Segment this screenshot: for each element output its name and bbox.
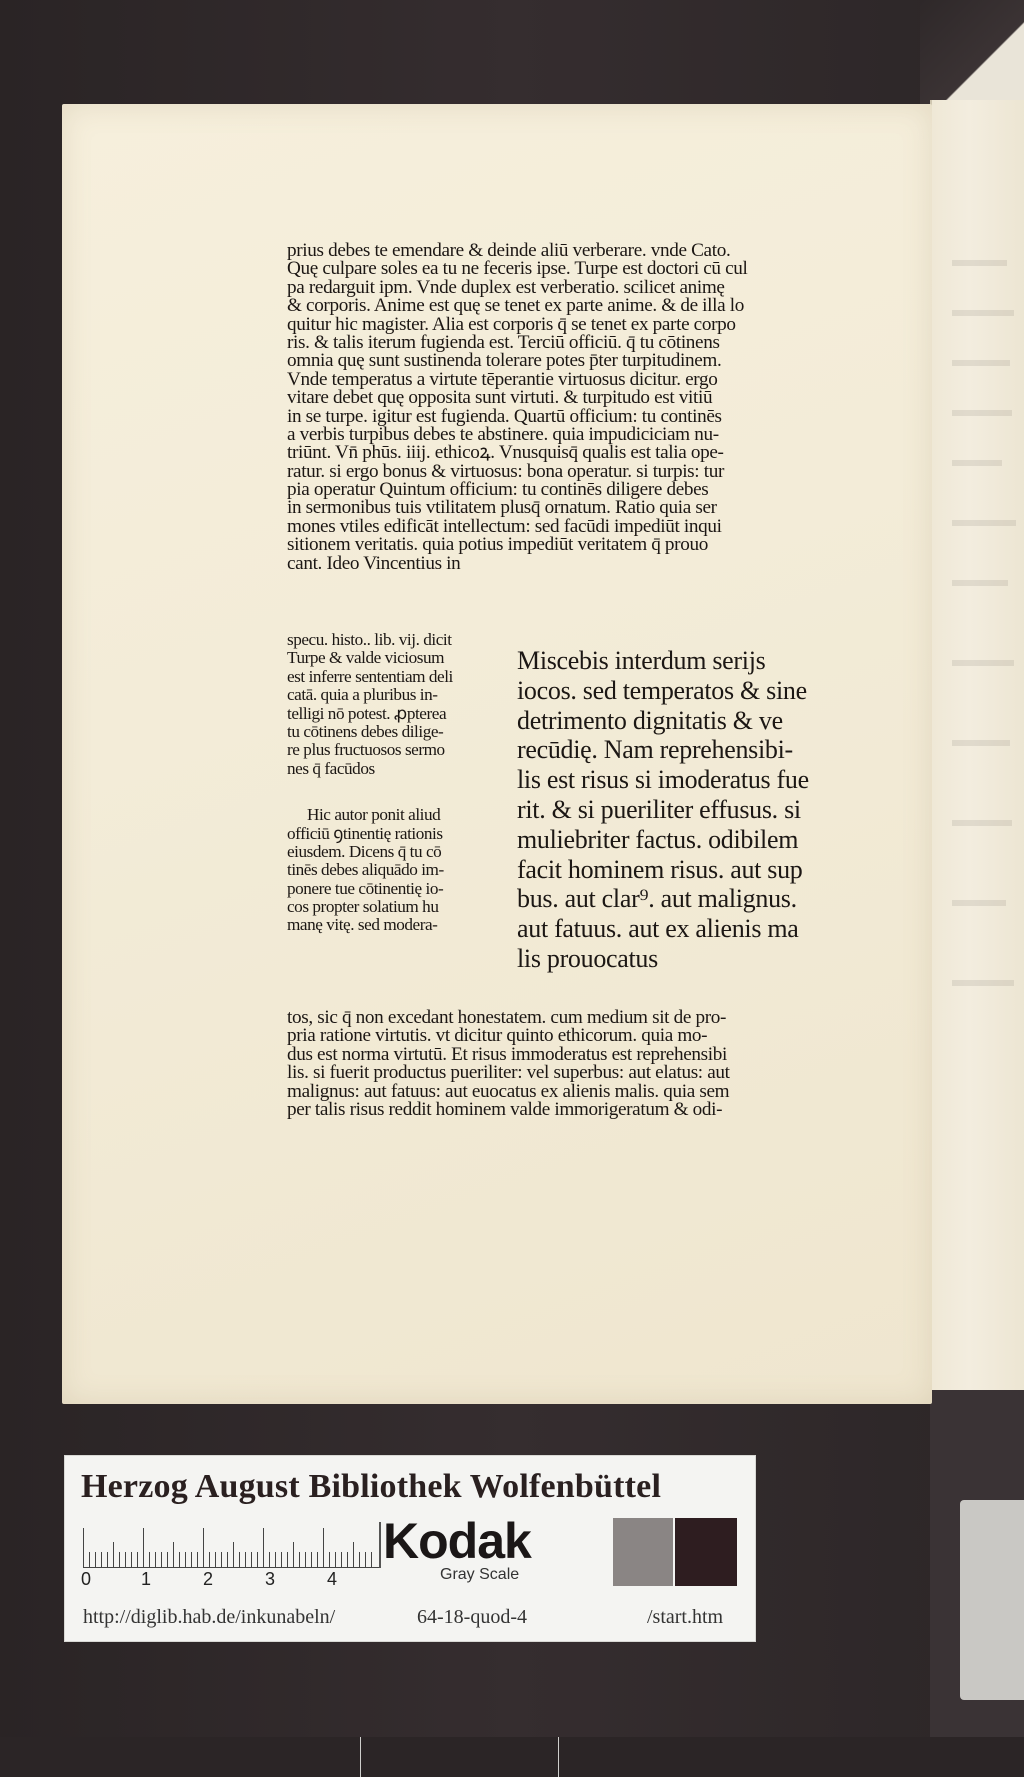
text-line: malignus: aut fatuus: aut euocatus ex alienis malis. quia sem (287, 1080, 730, 1102)
text-bottom (287, 1009, 842, 1119)
text-line: nes q̄ facūdos (287, 758, 375, 778)
text-line: per talis risus reddit hominem valde immorigeratum & odi- (287, 1098, 723, 1120)
ruler-tick (329, 1552, 330, 1568)
text-line: officiū ꝯtinentię rationis (287, 823, 443, 843)
text-line: bus. aut clar⁹. aut malignus. (517, 884, 797, 914)
ruler-tick (119, 1552, 120, 1568)
gray-swatch (613, 1518, 673, 1586)
url-row (65, 1594, 755, 1640)
ruler-tick (161, 1552, 162, 1568)
ruler-tick (257, 1552, 258, 1568)
ruler-tick (287, 1552, 288, 1568)
ruler-tick (209, 1552, 210, 1568)
ruler-tick (251, 1552, 252, 1568)
ruler-tick (299, 1552, 300, 1568)
text-line: sitionem veritatis. quia potius impediūt veritatem q̄ prouo (287, 534, 708, 556)
ruler-tick (263, 1528, 264, 1568)
text-line: Turpe & valde viciosum (287, 648, 445, 668)
text-line: lis est risus si imoderatus fue (517, 765, 809, 795)
ruler-tick (353, 1542, 354, 1568)
ruler-tick (125, 1552, 126, 1568)
ruler-tick (311, 1552, 312, 1568)
page-corner (920, 0, 1024, 105)
ruler-tick (365, 1552, 366, 1568)
ruler-tick (347, 1552, 348, 1568)
ruler (83, 1522, 381, 1568)
ruler-tick (227, 1552, 228, 1568)
adjacent-page (930, 100, 1024, 1390)
ruler-tick (149, 1552, 150, 1568)
text-line: in se turpe. igitur est fugienda. Quartū officium: tu continēs (287, 405, 722, 427)
text-line: omnia quę sunt sustinenda tolerare potes p̄ter turpitudinem. (287, 350, 722, 372)
text-line: tu cōtinens debes dilige- (287, 721, 444, 741)
text-line: ratur. si ergo bonus & virtuosus: bona operatur. si turpis: tur (287, 460, 724, 482)
two-column-section (287, 631, 847, 1001)
library-name: Herzog August Bibliothek Wolfenbüttel (81, 1468, 662, 1505)
adjacent-target-card (960, 1500, 1024, 1700)
text-line: re plus fructuosos sermo (287, 740, 445, 760)
text-line: tinēs debes aliquādo im- (287, 860, 444, 880)
text-line: Miscebis interdum serijs (517, 646, 766, 675)
color-target-card (64, 1455, 756, 1642)
gray-scale-label: Gray Scale (440, 1566, 520, 1583)
text-line: pa redarguit ipm. Vnde duplex est verberatio. scilicet animę (287, 276, 725, 298)
text-line: lis prouocatus (517, 943, 658, 973)
text-line: recūdię. Nam reprehensibi- (517, 735, 793, 765)
ruler-tick (197, 1552, 198, 1568)
ruler-tick (137, 1552, 138, 1568)
text-line: muliebriter factus. odibilem (517, 824, 799, 854)
text-line: eiusdem. Dicens q̄ tu cō (287, 841, 442, 861)
text-line: quitur hic magister. Alia est corporis q̄ se tenet ex parte corpo (287, 313, 736, 335)
ruler-tick (101, 1552, 102, 1568)
ruler-tick (173, 1542, 174, 1568)
text-line: ponere tue cōtinentię io- (287, 878, 444, 898)
text-line: a verbis turpibus debes te abstinere. quia impudiciciam nu- (287, 423, 719, 445)
text-top (287, 242, 842, 573)
ruler-tick (155, 1552, 156, 1568)
ruler-number: 0 (81, 1569, 92, 1589)
ruler-tick (107, 1552, 108, 1568)
ruler-tick (83, 1528, 84, 1568)
text-line: pria ratione virtutis. vt dicitur quinto ethicorum. quia mo- (287, 1025, 708, 1047)
ruler-tick (143, 1528, 144, 1568)
ruler-tick (317, 1552, 318, 1568)
text-line: Vnde temperatus a virtute tēperantie virtuosus dicitur. ergo (287, 368, 718, 390)
ruler-tick (113, 1542, 114, 1568)
ruler-tick (269, 1552, 270, 1568)
ruler-number: 1 (141, 1569, 152, 1589)
text-line: manę vitę. sed modera- (287, 915, 438, 935)
shelfmark: 64-18-quod-4 (417, 1606, 527, 1628)
text-line: dus est norma virtutū. Et risus immoderatus est reprehensibi (287, 1043, 727, 1065)
ruler-tick (179, 1552, 180, 1568)
ruler-tick (203, 1528, 204, 1568)
text-line: & corporis. Anime est quę se tenet ex parte anime. & de illa lo (287, 295, 744, 317)
text-line: mones vtiles edificāt intellectum: sed facūdi impediūt inqui (287, 515, 722, 537)
text-line: specu. histo.. lib. vij. dicit (287, 630, 452, 649)
text-line: facit hominem risus. aut sup (517, 854, 803, 884)
text-line: Quę culpare soles ea tu ne feceris ipse. Turpe est doctori cū cul (287, 258, 748, 280)
dark-swatch (675, 1518, 737, 1586)
ruler-tick (335, 1552, 336, 1568)
ruler-tick (239, 1552, 240, 1568)
ruler-tick (221, 1552, 222, 1568)
text-line: rit. & si pueriliter effusus. si (517, 794, 801, 824)
ruler-tick (293, 1542, 294, 1568)
ruler-tick (191, 1552, 192, 1568)
ruler-tick (323, 1528, 324, 1568)
ruler-number: 4 (327, 1569, 338, 1589)
ruler-tick (89, 1552, 90, 1568)
text-line: cant. Ideo Vincentius in (287, 552, 461, 574)
text-line: aut fatuus. aut ex alienis ma (517, 914, 799, 944)
text-line: pia operatur Quintum officium: tu continēs diligere debes (287, 479, 709, 501)
text-line: Hic autor ponit aliud (307, 805, 441, 825)
url-suffix: /start.htm (647, 1606, 724, 1628)
text-line: in sermonibus tuis vtilitatem plusq̄ ornatum. Ratio quia ser (287, 497, 717, 519)
url-prefix: http://diglib.hab.de/inkunabeln/ (83, 1606, 336, 1628)
ruler-tick (275, 1552, 276, 1568)
commentary-column (287, 631, 517, 935)
text-line: prius debes te emendare & deinde aliū verberare. vnde Cato. (287, 240, 731, 261)
ruler-tick (131, 1552, 132, 1568)
ruler-tick (341, 1552, 342, 1568)
text-line: vitare debet quę opposita sunt virtuti. & turpitudo est vitiū (287, 387, 713, 409)
text-line: telligi nō potest. ꝓpterea (287, 703, 447, 723)
text-line: cos propter solatium hu (287, 897, 439, 917)
text-line: iocos. sed temperatos & sine (517, 675, 807, 705)
text-line: catā. quia a pluribus in- (287, 685, 438, 705)
ruler-tick (185, 1552, 186, 1568)
text-line: ris. & talis iterum fugienda est. Terciū officiū. q̄ tu cōtinens (287, 331, 720, 353)
kodak-logo: Kodak (383, 1513, 531, 1569)
ruler-tick (245, 1552, 246, 1568)
ruler-number: 2 (203, 1569, 214, 1589)
text-line: triūnt. Vn̄ phūs. iiij. ethicoꝝ. Vnusquisq̄ qualis est talia ope- (287, 442, 724, 464)
ruler-tick (215, 1552, 216, 1568)
ruler-tick (281, 1552, 282, 1568)
text-line: est inferre sententiam deli (287, 666, 453, 686)
ruler-tick (233, 1542, 234, 1568)
ruler-tick (371, 1552, 372, 1568)
ruler-tick (305, 1552, 306, 1568)
ruler-number: 3 (265, 1569, 276, 1589)
ruler-tick (359, 1552, 360, 1568)
text-line: lis. si fuerit productus pueriliter: vel superbus: aut elatus: aut (287, 1062, 730, 1084)
text-line: tos, sic q̄ non excedant honestatem. cum medium sit de pro- (287, 1007, 727, 1028)
verse-column (517, 646, 852, 974)
ruler-tick (95, 1552, 96, 1568)
text-line: detrimento dignitatis & ve (517, 705, 783, 735)
ruler-tick (167, 1552, 168, 1568)
